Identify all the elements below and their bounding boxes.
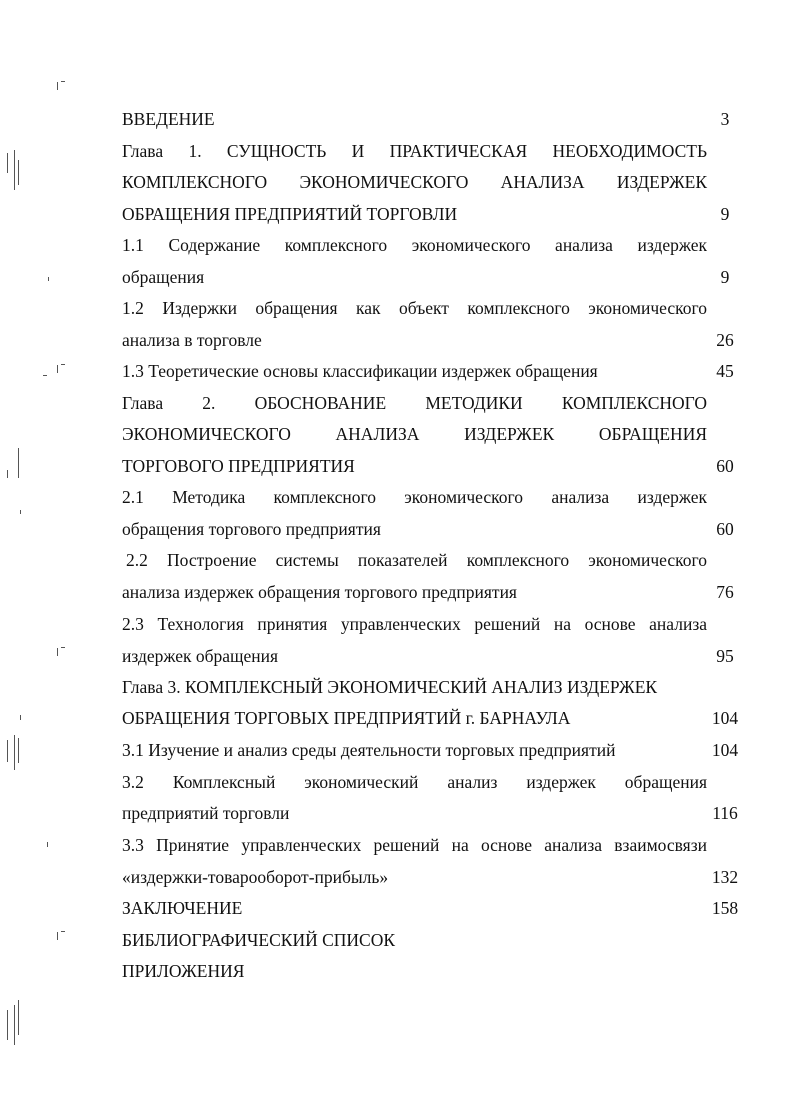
toc-page-number: 132 [711,867,739,887]
toc-page-number: 60 [716,456,734,476]
scan-mark [61,364,65,365]
toc-line: ОБРАЩЕНИЯ ПРЕДПРИЯТИЙ ТОРГОВЛИ [122,204,458,224]
scan-mark [14,1005,15,1045]
toc-line: ПРИЛОЖЕНИЯ [122,961,245,981]
toc-line: «издержки-товарооборот-прибыль» [122,867,389,887]
scan-mark [18,1000,19,1035]
scan-mark [18,448,19,478]
toc-line: обращения [122,267,205,287]
scan-mark [20,510,21,514]
toc-line: 1.2 Издержки обращения как объект комплексного экономического [122,298,707,318]
toc-page-number: 95 [716,646,734,666]
toc-page-number: 104 [711,708,739,728]
toc-line: 2.3 Технология принятия управленческих решений на основе анализа [122,614,707,634]
toc-page-number: 60 [716,519,734,539]
toc-line: предприятий торговли [122,803,290,823]
toc-page-number: 104 [711,740,739,760]
toc-line: ЗАКЛЮЧЕНИЕ [122,898,243,918]
scan-mark [14,735,15,770]
toc-line: 3.2 Комплексный экономический анализ издержек обращения [122,772,707,792]
toc-line: ТОРГОВОГО ПРЕДПРИЯТИЯ [122,456,355,476]
toc-page-number: 9 [720,267,730,287]
scan-mark [57,648,58,656]
toc-line: издержек обращения [122,646,279,666]
scan-mark [14,150,15,190]
toc-line: Глава 2. ОБОСНОВАНИЕ МЕТОДИКИ КОМПЛЕКСНОГО [122,393,707,413]
toc-line: ОБРАЩЕНИЯ ТОРГОВЫХ ПРЕДПРИЯТИЙ г. БАРНАУЛА [122,708,571,728]
toc-line: 2.2 Построение системы показателей комплексного экономического [126,550,707,570]
scan-mark [61,931,65,932]
toc-line: анализа в торговле [122,330,262,350]
scan-mark [48,277,49,281]
scan-mark [57,82,58,90]
scan-mark [57,932,58,940]
toc-line: 2.1 Методика комплексного экономического анализа издержек [122,487,707,507]
toc-line: анализа издержек обращения торгового предприятия [122,582,517,602]
toc-line: ЭКОНОМИЧЕСКОГО АНАЛИЗА ИЗДЕРЖЕК ОБРАЩЕНИЯ [122,424,707,444]
toc-line: 1.3 Теоретические основы классификации издержек обращения [122,361,598,381]
scan-mark [7,740,8,762]
scan-mark [7,1010,8,1040]
toc-page-number: 158 [711,898,739,918]
scan-mark [43,375,47,376]
toc-page-number: 45 [716,361,734,381]
scan-mark [18,160,19,185]
scan-mark [18,738,19,763]
toc-line: Глава 1. СУЩНОСТЬ И ПРАКТИЧЕСКАЯ НЕОБХОДИМОСТЬ [122,141,707,161]
toc-line: 3.3 Принятие управленческих решений на основе анализа взаимосвязи [122,835,707,855]
toc-page-number: 76 [716,582,734,602]
toc-line: Глава 3. КОМПЛЕКСНЫЙ ЭКОНОМИЧЕСКИЙ АНАЛИЗ ИЗДЕРЖЕК [122,677,658,697]
toc-line: 1.1 Содержание комплексного экономического анализа издержек [122,235,707,255]
scan-mark [7,470,8,478]
toc-line: ВВЕДЕНИЕ [122,109,215,129]
toc-page-number: 3 [720,109,730,129]
scan-mark [61,81,65,82]
scan-mark [57,365,58,373]
toc-page-number: 26 [716,330,734,350]
toc-line: КОМПЛЕКСНОГО ЭКОНОМИЧЕСКОГО АНАЛИЗА ИЗДЕРЖЕК [122,172,707,192]
scan-mark [20,715,21,720]
toc-line: обращения торгового предприятия [122,519,381,539]
scan-mark [7,153,8,173]
scan-mark [61,647,65,648]
toc-page-number: 116 [712,803,738,823]
toc-page-number: 9 [720,204,730,224]
toc-line: 3.1 Изучение и анализ среды деятельности торговых предприятий [122,740,616,760]
toc-line: БИБЛИОГРАФИЧЕСКИЙ СПИСОК [122,930,396,950]
scan-mark [47,842,48,847]
